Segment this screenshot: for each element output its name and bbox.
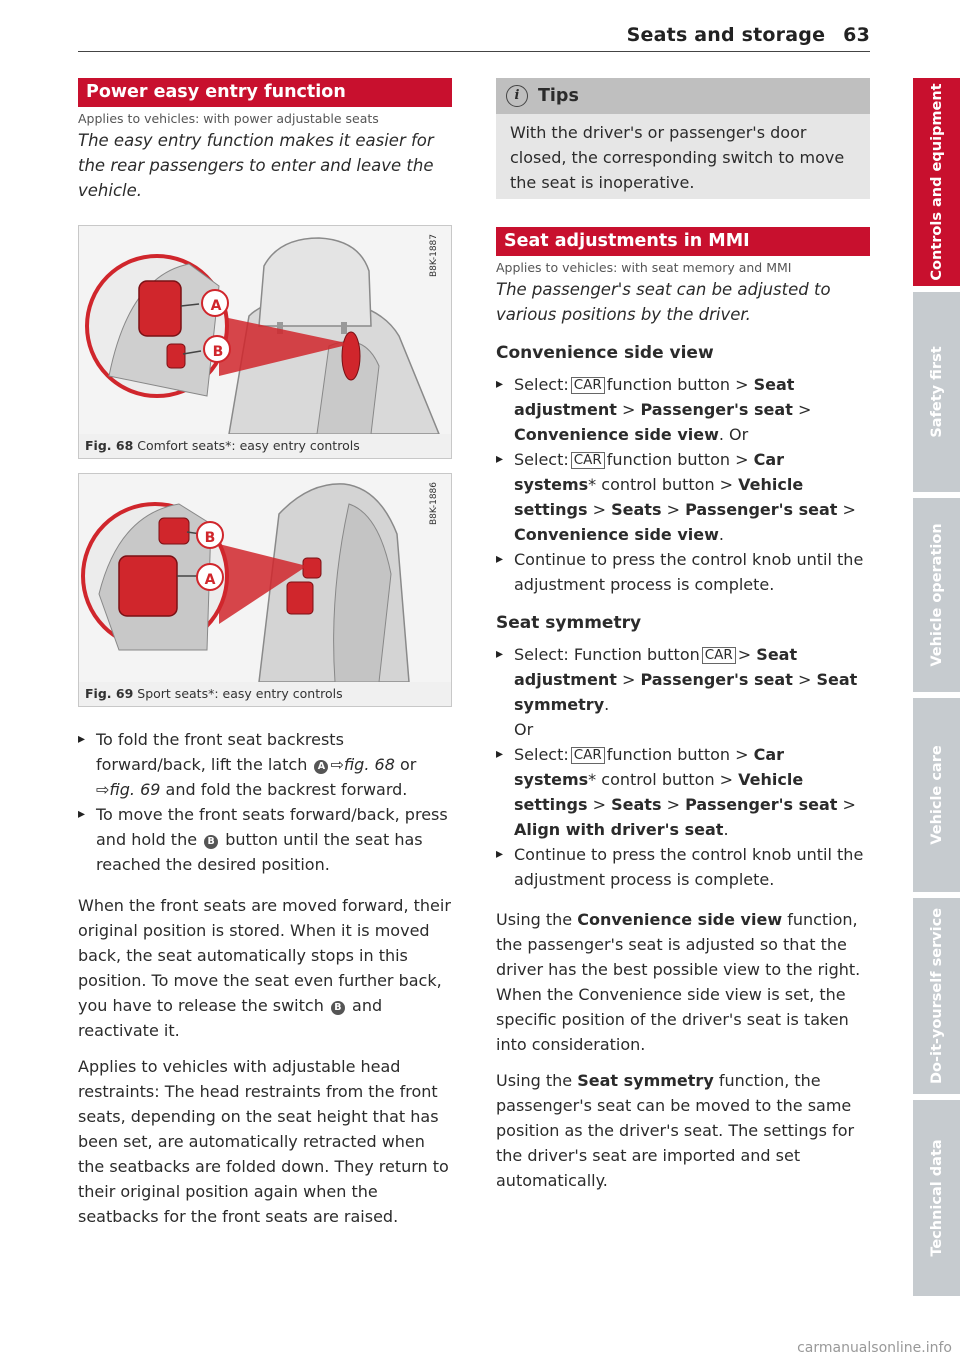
- callout-b-icon: B: [204, 835, 218, 849]
- figure-id: B8K-1887: [429, 234, 439, 278]
- figure-id: B8K-1886: [429, 482, 439, 526]
- subheading-symmetry: Seat symmetry: [496, 613, 642, 633]
- intro-text: The passenger's seat can be adjusted to various positions by the driver.: [496, 280, 831, 324]
- separator: >: [842, 795, 856, 814]
- intro-text: The easy entry function makes it easier for the rear passengers to enter and leave the vehicle.: [78, 131, 434, 200]
- separator: >: [737, 645, 752, 664]
- chapter-tab-diy[interactable]: [913, 898, 960, 1094]
- separator: >: [621, 670, 636, 689]
- list-item: [496, 742, 870, 842]
- tab-label: Vehicle operation: [928, 523, 945, 667]
- text: function, the passenger's seat is adjusted so that the driver has the best possible view to the right. When the Convenience side view is set, the specific position of the driver's seat is taken into consideration.: [496, 910, 861, 1054]
- applies-note: Applies to vehicles: with power adjustable seats: [78, 111, 379, 126]
- separator: >: [592, 500, 607, 519]
- page-number: 63: [843, 24, 870, 46]
- text: Using the: [496, 910, 573, 929]
- menu-path: Passenger's seat: [685, 795, 838, 814]
- left-column: [78, 78, 452, 1229]
- paragraph: Applies to vehicles with adjustable head restraints: The head restraints from the front seats, depending on the seat height that has been set, are automatically retracted when the seatbacks are folded down. They return to their original position again when the seatbacks for the front seats are raised.: [78, 1057, 449, 1226]
- text: Using the: [496, 1071, 573, 1090]
- sport-seat-illustration: [79, 474, 451, 682]
- separator: >: [842, 500, 856, 519]
- text: .: [718, 525, 724, 544]
- menu-path: Passenger's seat: [685, 500, 838, 519]
- text: button until the seat has reached the desired position.: [96, 830, 423, 874]
- caption-text: Comfort seats*: easy entry controls: [137, 438, 360, 453]
- chapter-tab-operation[interactable]: [913, 498, 960, 692]
- text: .: [604, 695, 610, 714]
- text: or: [399, 755, 417, 774]
- menu-path: Align with driver's seat: [514, 820, 724, 839]
- list-item: [496, 447, 870, 547]
- tips-box: [496, 78, 870, 199]
- menu-path: Car systems: [514, 745, 785, 789]
- text: Select:: [514, 375, 569, 394]
- text: function button >: [606, 745, 749, 764]
- running-header: [560, 24, 870, 46]
- menu-path: Seats: [611, 795, 662, 814]
- section-title-mmi: Seat adjustments in MMI: [496, 227, 870, 256]
- header-title: Seats and storage: [626, 24, 826, 46]
- callout-a-fig69: A: [204, 572, 216, 588]
- right-column: [496, 78, 870, 1193]
- menu-path: Passenger's seat: [640, 400, 793, 419]
- text: function button >: [606, 450, 749, 469]
- caption-text: Sport seats*: easy entry controls: [137, 686, 343, 701]
- menu-path: Seat adjustment: [514, 375, 795, 419]
- tips-title: Tips: [538, 86, 579, 106]
- tips-text: With the driver's or passenger's door closed, the corresponding switch to move the seat is inoperative.: [510, 123, 845, 192]
- tab-label: Controls and equipment: [928, 83, 945, 281]
- figure-68: [78, 225, 452, 459]
- menu-path: Vehicle settings: [514, 770, 804, 814]
- list-item: [496, 642, 870, 742]
- applies-note: Applies to vehicles: with seat memory and MMI: [496, 260, 792, 275]
- figure-label: Fig. 68: [85, 438, 134, 453]
- text: Select:: [514, 745, 569, 764]
- callout-b-fig68: B: [212, 344, 224, 360]
- separator: >: [666, 500, 680, 519]
- callout-a-icon: A: [314, 760, 328, 774]
- tab-label: Safety first: [928, 346, 945, 438]
- asterisk: *: [588, 475, 597, 494]
- text: .: [723, 820, 729, 839]
- text: control button >: [601, 475, 734, 494]
- text: Or: [514, 720, 534, 739]
- list-item: [78, 802, 452, 877]
- tab-label: Do-it-yourself service: [928, 907, 945, 1085]
- list-item: [78, 727, 452, 802]
- fig-ref-68[interactable]: ⇨fig. 68: [330, 755, 395, 774]
- callout-a-fig68: A: [210, 298, 222, 314]
- subheading-convenience: Convenience side view: [496, 343, 714, 363]
- menu-path: Vehicle settings: [514, 475, 804, 519]
- figure-caption: [79, 434, 451, 458]
- text: and fold the backrest forward.: [165, 780, 408, 799]
- separator: >: [666, 795, 680, 814]
- text: To fold the front seat backrests forward/back, lift the latch: [96, 730, 344, 774]
- paragraph: [78, 893, 452, 1043]
- info-icon: i: [506, 85, 528, 107]
- fig-ref-69[interactable]: ⇨fig. 69: [96, 780, 161, 799]
- text: control button >: [601, 770, 734, 789]
- menu-path: Convenience side view: [514, 525, 719, 544]
- figure-label: Fig. 69: [85, 686, 134, 701]
- text: function button >: [606, 375, 749, 394]
- figure-69: [78, 473, 452, 707]
- watermark: carmanualsonline.info: [797, 1340, 952, 1356]
- car-key-icon: CAR: [571, 377, 605, 394]
- text: When the front seats are moved forward, their original position is stored. When it is moved back, the seat automatically stops in this position. To move the seat even further back, you have to release the switch: [78, 896, 451, 1015]
- chapter-tab-safety[interactable]: [913, 292, 960, 492]
- text: function, the passenger's seat can be moved to the same position as the driver's seat. The settings for the driver's seat are imported and set automatically.: [496, 1071, 855, 1190]
- separator: >: [797, 670, 812, 689]
- text: To move the front seats forward/back, press and hold the: [96, 805, 448, 849]
- paragraph: [496, 1068, 870, 1193]
- header-rule: [78, 51, 870, 52]
- chapter-tab-care[interactable]: [913, 698, 960, 892]
- menu-path: Convenience side view: [514, 425, 719, 444]
- chapter-tab-technical[interactable]: [913, 1100, 960, 1296]
- car-key-icon: CAR: [702, 647, 736, 664]
- list-item: [496, 372, 870, 447]
- separator: >: [797, 400, 812, 419]
- list-item: ▸ Continue to press the control knob until the adjustment process is complete.: [496, 547, 870, 597]
- term: Convenience side view: [577, 910, 783, 929]
- text: . Or: [718, 425, 749, 444]
- menu-path: Seat adjustment: [514, 645, 798, 689]
- comfort-seat-illustration: [79, 226, 451, 434]
- tab-label: Vehicle care: [928, 745, 945, 845]
- car-key-icon: CAR: [571, 452, 605, 469]
- tips-header: [496, 78, 870, 114]
- figure-caption: [79, 682, 451, 706]
- term: Seat symmetry: [577, 1071, 714, 1090]
- menu-path: Seat symmetry: [514, 670, 858, 714]
- text: and reactivate it.: [78, 996, 383, 1040]
- tab-label: Technical data: [928, 1139, 945, 1257]
- text: Select: Function button: [514, 645, 700, 664]
- menu-path: Passenger's seat: [640, 670, 793, 689]
- chapter-tab-controls[interactable]: [913, 78, 960, 286]
- callout-b-icon: B: [331, 1001, 345, 1015]
- car-key-icon: CAR: [571, 747, 605, 764]
- separator: >: [621, 400, 636, 419]
- section-title-easy-entry: Power easy entry function: [78, 78, 452, 107]
- menu-path: Car systems: [514, 450, 785, 494]
- paragraph: [496, 907, 870, 1057]
- menu-path: Seats: [611, 500, 662, 519]
- separator: >: [592, 795, 607, 814]
- text: Select:: [514, 450, 569, 469]
- asterisk: *: [588, 770, 597, 789]
- callout-b-fig69: B: [204, 530, 216, 546]
- list-item: ▸ Continue to press the control knob until the adjustment process is complete.: [496, 842, 870, 892]
